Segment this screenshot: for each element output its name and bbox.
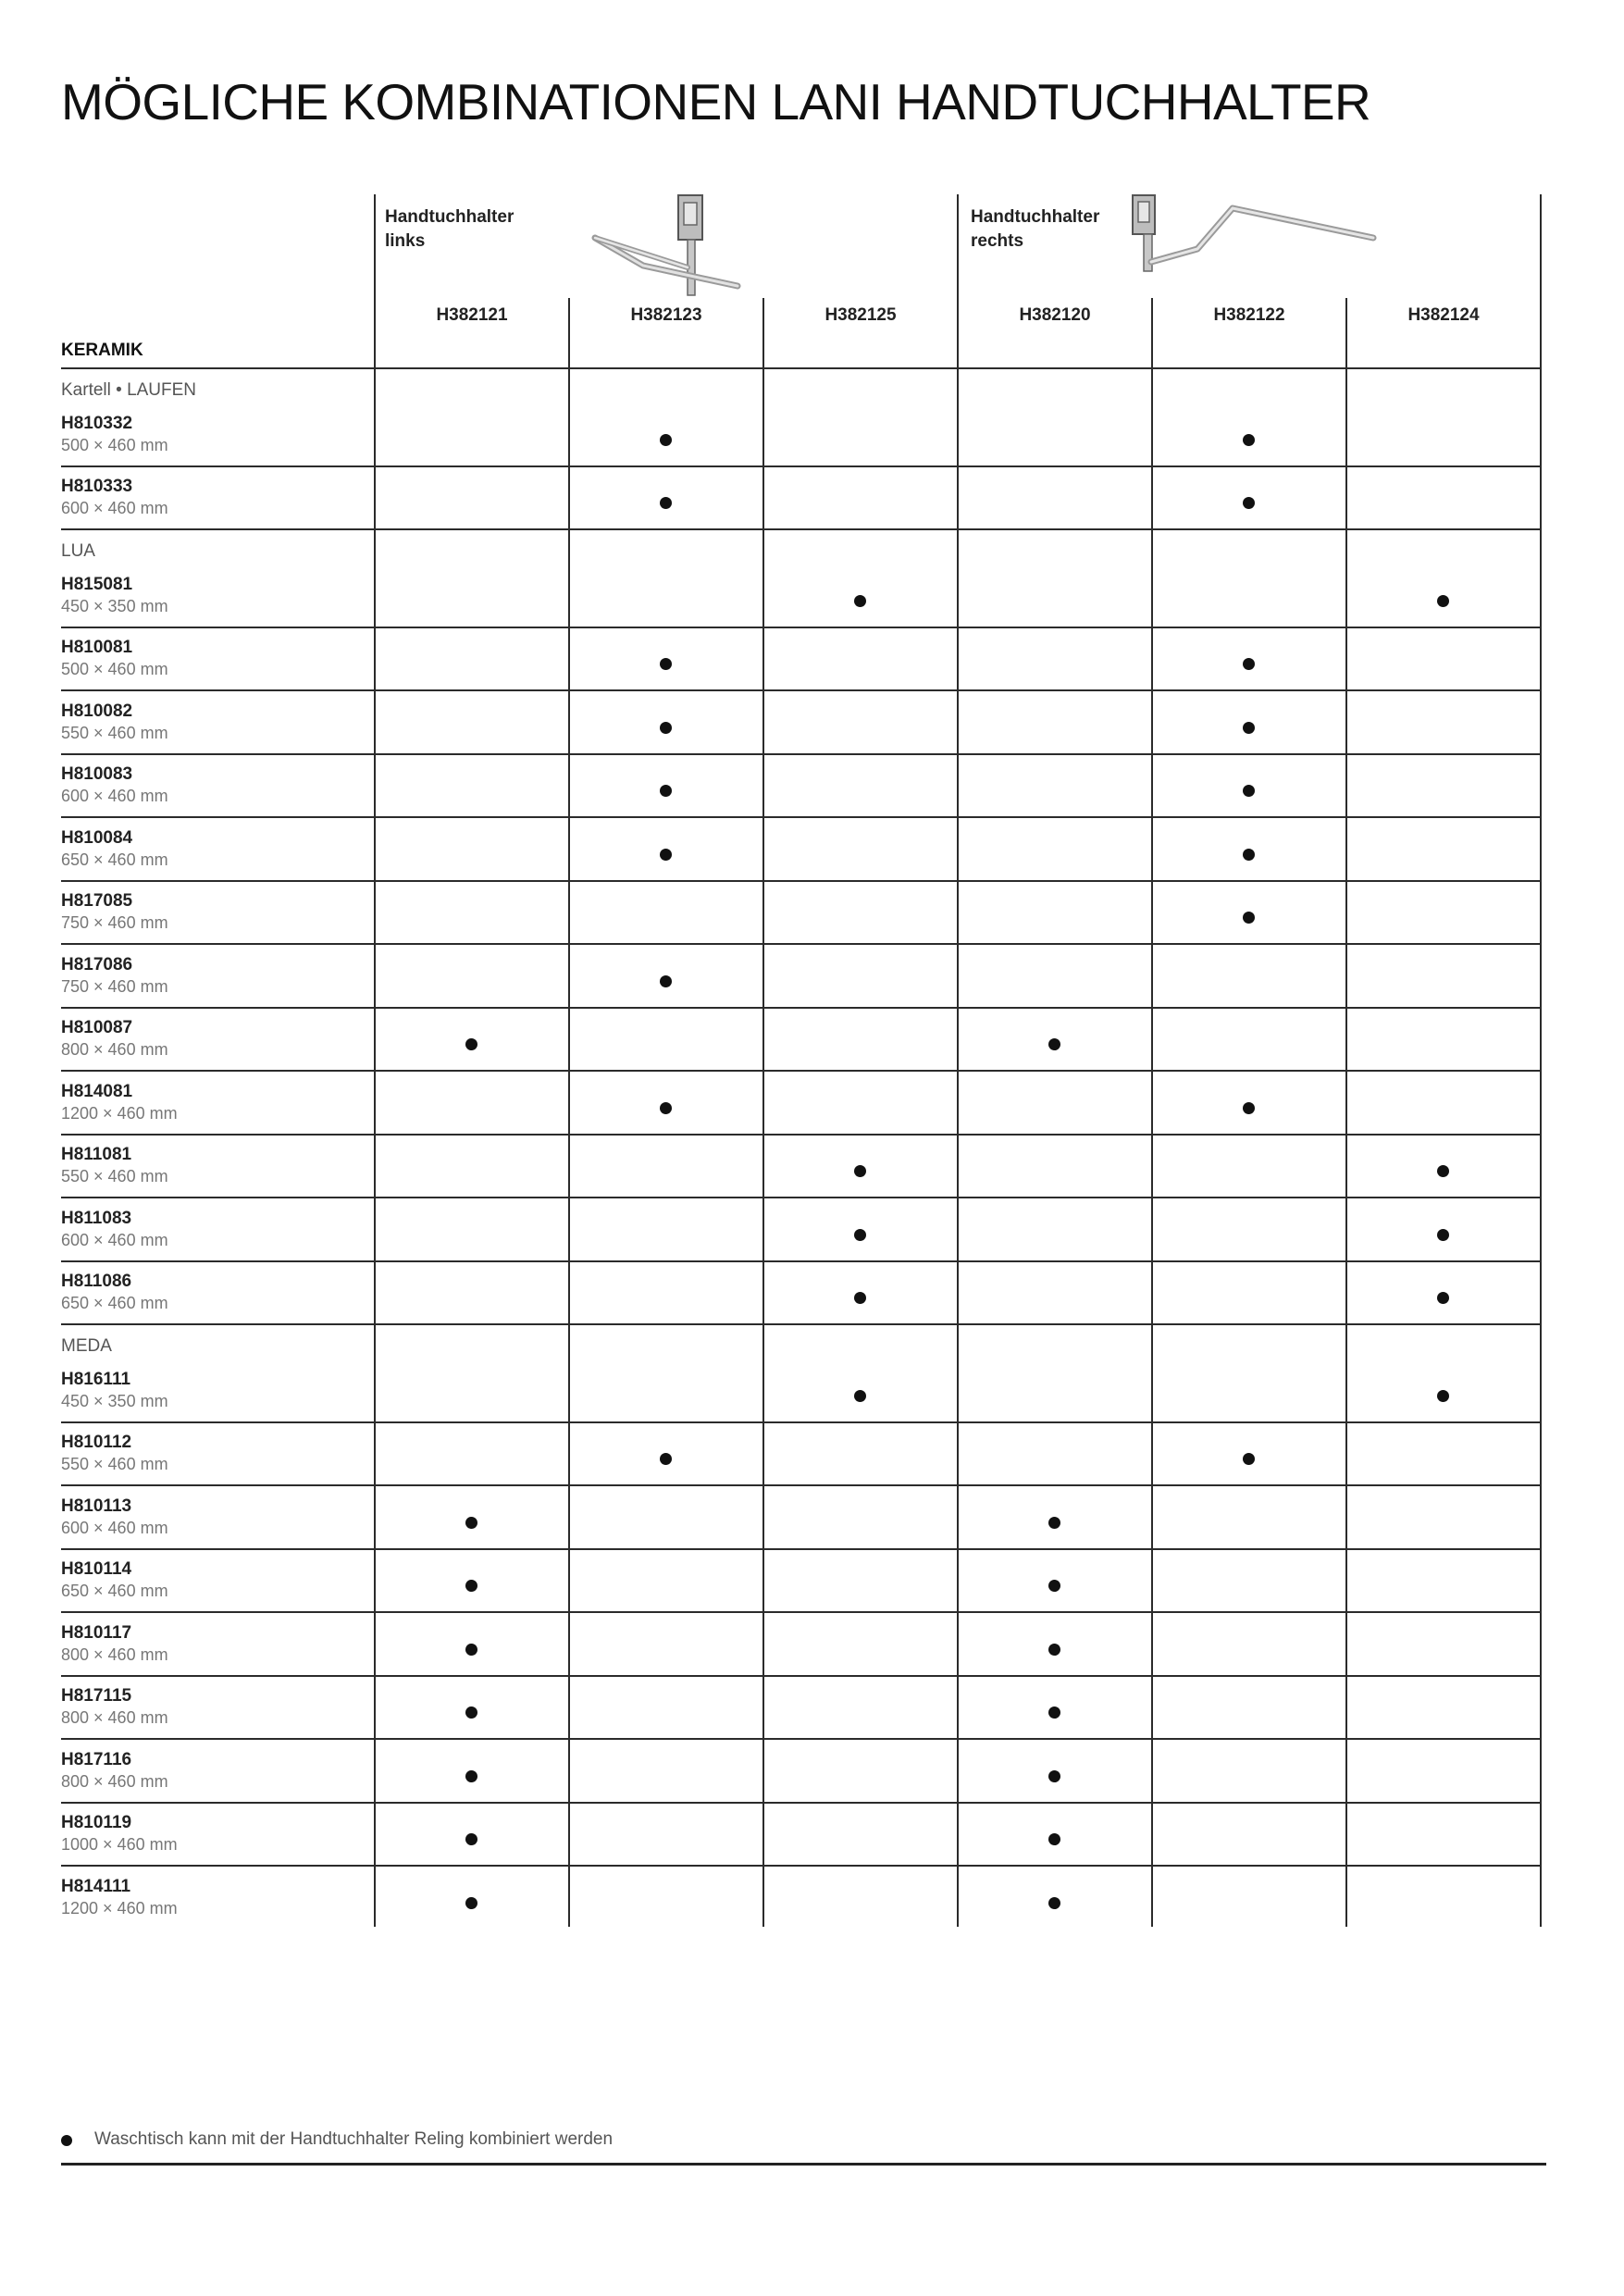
series-label: MEDA [61, 1336, 112, 1356]
product-dimensions: 450 × 350 mm [61, 1391, 168, 1410]
row-divider [61, 1421, 1541, 1423]
product-code: H810333 [61, 477, 133, 496]
product-code: H810332 [61, 413, 133, 433]
row-divider [61, 1738, 1541, 1740]
product-dimensions: 650 × 460 mm [61, 850, 168, 869]
combination-dot [660, 1453, 672, 1465]
combination-dot [1048, 1038, 1060, 1050]
combination-dot [1243, 785, 1255, 797]
combination-dot [660, 785, 672, 797]
product-dimensions: 800 × 460 mm [61, 1644, 168, 1664]
row-divider [61, 1323, 1541, 1325]
row-divider [61, 1070, 1541, 1072]
product-dimensions: 600 × 460 mm [61, 787, 168, 805]
combination-dot [1437, 1229, 1449, 1241]
row-divider [61, 943, 1541, 945]
product-dimensions: 600 × 460 mm [61, 1230, 168, 1249]
column-header: H382121 [436, 305, 508, 325]
combination-dot [1243, 849, 1255, 861]
group-label-left [385, 205, 514, 254]
combination-dot [465, 1770, 477, 1782]
product-dimensions: 1200 × 460 mm [61, 1103, 178, 1123]
column-divider [1540, 194, 1542, 1927]
row-header-keramik: KERAMIK [61, 341, 143, 360]
column-header: H382120 [1019, 305, 1091, 325]
row-divider [61, 1865, 1541, 1867]
row-divider [61, 528, 1541, 530]
product-code: H810083 [61, 764, 133, 784]
combination-dot [660, 497, 672, 509]
column-divider [1151, 298, 1153, 1927]
combination-dot [1437, 1165, 1449, 1177]
series-label: Kartell • LAUFEN [61, 380, 197, 400]
product-dimensions: 650 × 460 mm [61, 1294, 168, 1312]
combination-dot [1048, 1644, 1060, 1656]
group-label-right-line2: rechts [971, 231, 1024, 251]
column-header: H382125 [824, 305, 897, 325]
combination-dot [1048, 1833, 1060, 1845]
column-divider [568, 298, 570, 1927]
product-code: H810084 [61, 827, 133, 848]
combination-dot [465, 1706, 477, 1719]
product-code: H810087 [61, 1018, 133, 1037]
combination-dot [1048, 1706, 1060, 1719]
legend-text: Waschtisch kann mit der Handtuchhalter Reling kombiniert werden [94, 2129, 614, 2149]
row-divider [61, 465, 1541, 467]
combination-dot [1243, 434, 1255, 446]
combination-dot [465, 1517, 477, 1529]
product-code: H814111 [61, 1876, 131, 1896]
product-dimensions: 800 × 460 mm [61, 1771, 168, 1791]
combination-dot [1048, 1580, 1060, 1592]
product-code: H811086 [61, 1272, 132, 1291]
product-dimensions: 800 × 460 mm [61, 1040, 168, 1059]
towel-holder-left-image [588, 190, 745, 301]
combination-dot [1243, 1453, 1255, 1465]
product-code: H817086 [61, 954, 133, 974]
combination-dot [854, 1229, 866, 1241]
column-divider [1345, 298, 1347, 1927]
product-dimensions: 500 × 460 mm [61, 660, 168, 678]
row-divider [61, 816, 1541, 818]
combination-dot [854, 595, 866, 607]
combination-dot [1437, 595, 1449, 607]
row-divider [61, 627, 1541, 628]
product-dimensions: 1200 × 460 mm [61, 1898, 178, 1917]
group-label-left-line2: links [385, 231, 426, 251]
product-code: H814081 [61, 1081, 133, 1101]
combination-dot [1243, 912, 1255, 924]
combination-dot [465, 1897, 477, 1909]
towel-holder-right-image [1131, 190, 1381, 278]
column-divider [374, 194, 376, 1927]
product-dimensions: 750 × 460 mm [61, 976, 168, 996]
combination-dot [854, 1390, 866, 1402]
product-code: H817085 [61, 891, 133, 911]
product-dimensions: 650 × 460 mm [61, 1582, 168, 1600]
product-dimensions: 750 × 460 mm [61, 913, 168, 932]
row-divider [61, 1134, 1541, 1136]
combination-dot [1048, 1770, 1060, 1782]
product-code: H810114 [61, 1559, 132, 1579]
combination-dot [1437, 1292, 1449, 1304]
series-label: LUA [61, 541, 95, 561]
product-code: H816111 [61, 1369, 131, 1389]
combination-dot [660, 434, 672, 446]
column-divider [762, 298, 764, 1927]
product-dimensions: 600 × 460 mm [61, 1518, 168, 1537]
legend-bullet-icon [61, 2135, 72, 2146]
row-divider [61, 1484, 1541, 1486]
row-divider [61, 1548, 1541, 1550]
combination-dot [1243, 497, 1255, 509]
product-dimensions: 550 × 460 mm [61, 723, 168, 742]
product-code: H811083 [61, 1208, 132, 1228]
combination-dot [660, 1102, 672, 1114]
row-divider [61, 1197, 1541, 1198]
combination-dot [660, 849, 672, 861]
product-code: H811081 [61, 1145, 132, 1164]
combination-dot [660, 722, 672, 734]
product-dimensions: 500 × 460 mm [61, 435, 168, 454]
row-divider [61, 1611, 1541, 1613]
row-divider [61, 367, 1541, 369]
combination-dot [1243, 722, 1255, 734]
product-dimensions: 800 × 460 mm [61, 1708, 168, 1727]
combination-dot [465, 1644, 477, 1656]
column-divider [957, 194, 959, 1927]
column-header: H382122 [1213, 305, 1285, 325]
row-divider [61, 1007, 1541, 1009]
product-dimensions: 550 × 460 mm [61, 1167, 168, 1185]
product-code: H817115 [61, 1686, 132, 1706]
group-label-right [971, 205, 1099, 254]
product-code: H815081 [61, 574, 133, 594]
combination-dot [1437, 1390, 1449, 1402]
combination-dot [1048, 1517, 1060, 1529]
column-header: H382124 [1407, 305, 1480, 325]
row-divider [61, 753, 1541, 755]
group-label-left-line1: Handtuchhalter [385, 207, 514, 227]
product-dimensions: 550 × 460 mm [61, 1455, 168, 1473]
combination-dot [465, 1580, 477, 1592]
bottom-divider [61, 2163, 1546, 2166]
row-divider [61, 880, 1541, 882]
combination-dot [660, 658, 672, 670]
combination-dot [465, 1833, 477, 1845]
product-code: H810082 [61, 701, 133, 721]
product-code: H817116 [61, 1749, 132, 1769]
row-divider [61, 1802, 1541, 1804]
group-label-right-line1: Handtuchhalter [971, 207, 1100, 227]
product-code: H810112 [61, 1433, 132, 1452]
page-title: MÖGLICHE KOMBINATIONEN LANI HANDTUCHHALTER [61, 73, 1371, 130]
row-divider [61, 1260, 1541, 1262]
column-header: H382123 [630, 305, 702, 325]
combination-dot [1243, 1102, 1255, 1114]
combination-dot [1243, 658, 1255, 670]
combination-dot [660, 975, 672, 987]
row-divider [61, 689, 1541, 691]
product-code: H810117 [61, 1622, 132, 1643]
product-code: H810113 [61, 1496, 132, 1516]
combination-dot [465, 1038, 477, 1050]
product-dimensions: 1000 × 460 mm [61, 1835, 178, 1854]
product-dimensions: 450 × 350 mm [61, 596, 168, 615]
combination-dot [854, 1165, 866, 1177]
product-code: H810081 [61, 638, 133, 657]
combination-dot [1048, 1897, 1060, 1909]
product-code: H810119 [61, 1813, 132, 1832]
row-divider [61, 1675, 1541, 1677]
product-dimensions: 600 × 460 mm [61, 499, 168, 517]
combination-dot [854, 1292, 866, 1304]
